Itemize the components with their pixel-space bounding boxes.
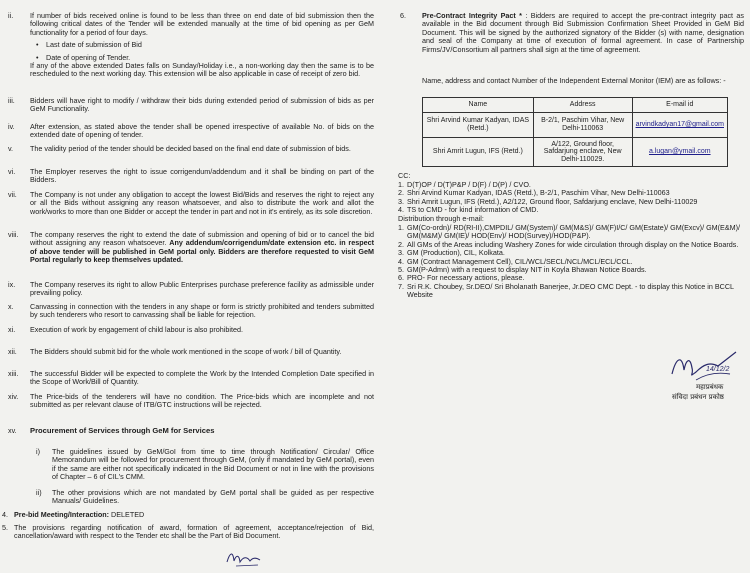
clause-text: If any of the above extended Dates falls on Sunday/Holiday i.e., a non-working day then the same is to be rescheduled to the next working day. This extension will be also applicable in case of receipt of zero bid. xyxy=(30,61,374,79)
clause-number: xi. xyxy=(8,325,16,334)
clause-text: The Company is not under any obligation to accept the lowest Bid/Bids and reserves the right to reject any or all the Bids without assigning any reason whatsoever, and also to distribute the work and allot the work/works to more than one Bidder or accept the tender in part and not in it's entirely, as its sole discretion. xyxy=(30,190,374,216)
clause-number: iv. xyxy=(8,122,15,131)
list-item: 4. TS to CMD - for kind information of CMD. xyxy=(398,205,539,215)
distribution-list xyxy=(398,224,744,300)
email-link[interactable]: a.lugan@ymail.com xyxy=(648,148,711,156)
table-cell: B-2/1, Paschim Vihar, New Delhi-110063 xyxy=(533,113,632,138)
clause-bold-text: Any addendum/corrigendum/date extension etc. in respect of above tender will be published in GeM portal only. Bidders are therefore requested to visit GeM Portal regularly to keep themselves updated. xyxy=(30,238,374,265)
clause-number: xiii. xyxy=(8,369,19,378)
clause-text: After extension, as stated above the tender shall be opened irrespective of available No. of bids on the extended date of opening of tender. xyxy=(30,122,374,140)
pre-bid-label: Pre-bid Meeting/Interaction: xyxy=(14,510,110,519)
clause-number: xii. xyxy=(8,347,17,356)
sub-text: The guidelines issued by GeM/GoI from time to time through Notification/ Circular/ Office Memorandum will be followed for procurement through GeM, (only if mandated by GeM portal), even if the same are either not specifically indicated in the Bid Document or not in line with the provisions of Chapter – 6 of CIL's CMM. xyxy=(52,447,374,482)
list-item: 7. Sri R.K. Choubey, Sr.DEO/ Sri Bholanath Banerjee, Jr.DEO CMC Dept. - to display this Notice in BCCL Website xyxy=(398,281,734,300)
list-item: 1. D(T)OP / D(T)P&P / D(F) / D(P) / CVO. xyxy=(398,180,531,189)
clause-text: The Bidders should submit bid for the whole work mentioned in the scope of work / bill of Quantity. xyxy=(30,347,342,356)
clause-number: iii. xyxy=(8,96,15,105)
section-heading: Procurement of Services through GeM for Services xyxy=(30,426,215,435)
clause-text: If number of bids received online is found to be less than three on end date of bid submission then the following critical dates of the Tender will be extended manually at the time of bid opening as per GeM functionality for a period of four days. xyxy=(30,11,374,37)
clause-text: The successful Bidder will be expected to complete the Work by the Intended Completion Date specified in the Scope of Work/Bill of Quantity. xyxy=(30,369,374,387)
list-item: 1. GM(Co-ordn)/ RD(RI-II),CMPDIL/ GM(System)/ GM(M&S)/ GM(F)I/C/ GM(Estate)/ GM(Excv)/ GM(E&M)/ GM(M&M)/ GM(IE)/ HOD(Env)/ HOD(Survey)/HOD(P&P). xyxy=(398,223,741,241)
clause-number: ix. xyxy=(8,280,16,289)
list-item: 3. Shri Amrit Lugun, IFS (Retd.), A2/122, Ground floor, Safdarjung enclave, New Delhi-110029 xyxy=(398,196,698,206)
table-cell: Shri Arvind Kumar Kadyan, IDAS (Retd.) xyxy=(423,113,534,138)
bullet-item: • Last date of submission of Bid xyxy=(30,41,374,49)
bullet-item: • Date of opening of Tender. xyxy=(30,54,374,62)
list-item: 2. All GMs of the Areas including Washery Zones for wide circulation through display on the Notice Boards. xyxy=(398,239,739,249)
signatory-title: महाप्रबंधक xyxy=(696,383,724,391)
pact-label: Pre-Contract Integrity Pact * xyxy=(422,11,522,20)
clause-text: The Company reserves its right to allow Public Enterprises purchase preference facility as admissible under prevailing policy. xyxy=(30,280,374,298)
list-item: 2. Shri Arvind Kumar Kadyan, IDAS (Retd.), B-2/1, Paschim Vihar, New Delhi-110063 xyxy=(398,188,670,198)
signature-date: 14/12/2 xyxy=(706,366,730,373)
distribution-label: Distribution through e-mail: xyxy=(398,214,484,223)
email-link[interactable]: arvindkadyan17@gmail.com xyxy=(635,121,724,129)
table-row xyxy=(423,138,728,167)
list-item: 4. GM (Contract Management Cell), CIL/WCL/SECL/NCL/MCL/ECL/CCL. xyxy=(398,256,633,266)
table-row xyxy=(423,113,728,138)
clause-number: viii. xyxy=(8,230,19,239)
list-item: 6. PRO- For necessary actions, please. xyxy=(398,273,525,283)
table-header-row xyxy=(423,98,728,113)
iem-table xyxy=(422,97,728,167)
pre-bid-value: DELETED xyxy=(111,510,145,519)
list-item: 5. GM(P-Admn) with a request to display NIT in Koyla Bhawan Notice Boards. xyxy=(398,265,647,275)
initials-signature xyxy=(224,548,268,570)
clause-number: 6. xyxy=(400,11,406,20)
clause-number: v. xyxy=(8,144,14,153)
clause-text: The Employer reserves the right to issue corrigendum/addendum and it shall be binding on part of the Bidders. xyxy=(30,167,374,185)
clause-text: The Price-bids of the tenderers will have no condition. The Price-bids which are incomplete and not submitted as per relevant clause of ITB/GTC instructions will be rejected. xyxy=(30,392,374,410)
clause-text: The company reserves the right to extend the date of submission and opening of bid or to cancel the bid without assigning any reason whatsoever. xyxy=(30,230,374,248)
sub-number: ii) xyxy=(36,488,42,497)
clause-number: vi. xyxy=(8,167,16,176)
clause-number: xv. xyxy=(8,426,17,435)
clause-number: ii. xyxy=(8,11,14,20)
clause-text: Canvassing in connection with the tenders in any shape or form is strictly prohibited and tenders submitted by such tenderers who resort to canvassing shall be liable for rejection. xyxy=(30,302,374,320)
clause-number: x. xyxy=(8,302,14,311)
table-cell: Shri Amrit Lugun, IFS (Retd.) xyxy=(423,138,534,167)
table-header: E-mail id xyxy=(632,98,727,113)
iem-intro: Name, address and contact Number of the Independent External Monitor (IEM) are as follows: - xyxy=(422,76,726,85)
clause-text: Bidders will have right to modify / withdraw their bids during extended period of submission of bids as per GeM Functionality. xyxy=(30,96,374,114)
clause-number: 4. xyxy=(2,510,8,519)
clause-text: The validity period of the tender should be decided based on the final end date of submission of bids. xyxy=(30,144,351,153)
list-item: 3. GM (Production), CIL, Kolkata. xyxy=(398,248,505,258)
table-header: Address xyxy=(533,98,632,113)
table-header: Name xyxy=(423,98,534,113)
cc-label: CC: xyxy=(398,171,411,180)
signature xyxy=(666,344,744,388)
clause-text: Execution of work by engagement of child labour is also prohibited. xyxy=(30,325,243,334)
cc-list xyxy=(398,181,744,215)
sub-number: i) xyxy=(36,447,40,456)
table-cell: A/122, Ground floor, Safdarjung enclave, New Delhi-110029. xyxy=(533,138,632,167)
signatory-department: संविदा प्रबंधन प्रकोष्ठ xyxy=(672,393,724,401)
clause-number: xiv. xyxy=(8,392,19,401)
clause-number: 5. xyxy=(2,523,8,532)
clause-number: vii. xyxy=(8,190,17,199)
sub-text: The other provisions which are not mandated by GeM portal shall be guided as per respective Manuals/ Guidelines. xyxy=(52,488,374,506)
clause-text: The provisions regarding notification of award, formation of agreement, acceptance/rejection of Bid, cancellation/award with respect to the Tender etc shall be the Part of Bid Document. xyxy=(14,523,374,541)
pact-text: : Bidders are required to accept the pre-contract integrity pact as available in the Bid document through Bid Submission Confirmation Sheet Provided in GeM Bid Document. This will be signed by the authorized signatory of the Bidder (s) with name, designation and seal of the Company at time of execution of formal agreement. In case of Partnership Firms/JV/Consortium all partners shall sign at the time of agreement. xyxy=(422,11,744,54)
